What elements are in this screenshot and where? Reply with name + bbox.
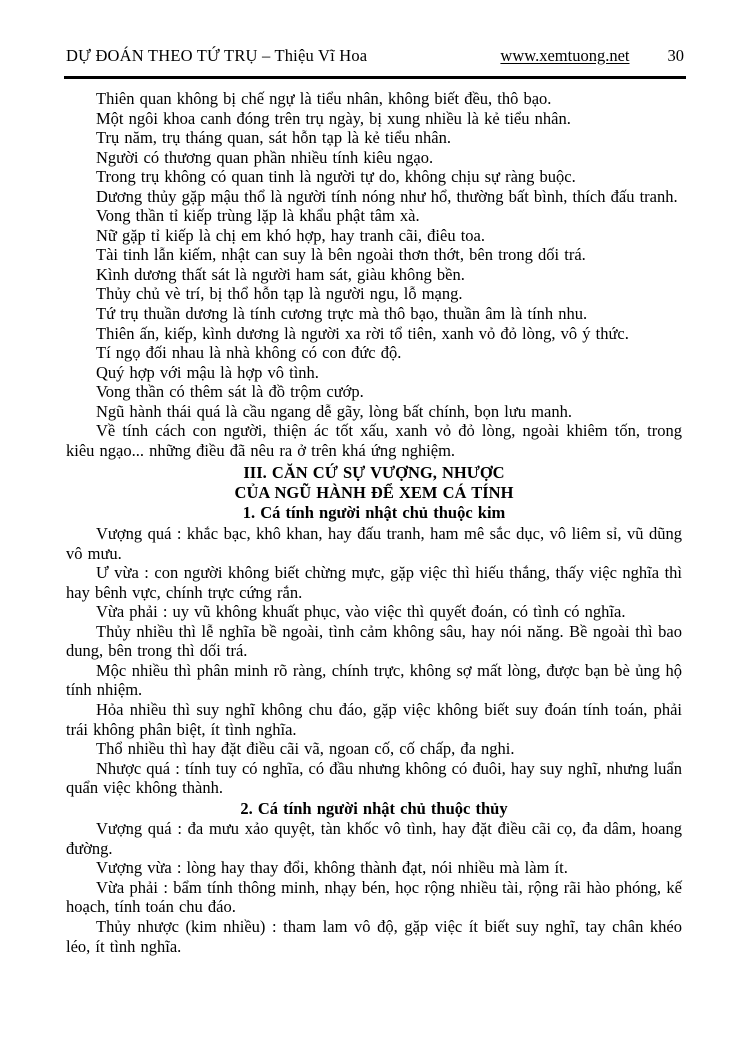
page-header bbox=[66, 46, 684, 66]
body-line: Kình dương thất sát là người ham sát, giàu không bền. bbox=[96, 264, 465, 284]
body-line: Vong thần tỉ kiếp trùng lặp là khẩu phật tâm xà. bbox=[96, 206, 420, 226]
body-paragraph: Vừa phải : uy vũ không khuất phục, vào việc thì quyết đoán, có tình có nghĩa. bbox=[96, 602, 626, 622]
body-line: Tí ngọ đối nhau là nhà không có con đức độ. bbox=[96, 343, 402, 363]
body-paragraph: Về tính cách con người, thiện ác tốt xấu, xanh vỏ đỏ lòng, ngoài khiêm tốn, trong kiêu ngạo... những điều đã nêu ra ở trên khá ứng nghiệm. bbox=[66, 421, 682, 460]
document-body bbox=[66, 89, 682, 956]
body-line: Trong trụ không có quan tinh là người tự do, không chịu sự ràng buộc. bbox=[96, 167, 576, 187]
body-paragraph: Thủy nhược (kim nhiều) : tham lam vô độ, gặp việc ít biết suy nghĩ, tay chân khéo léo, ít tình nghĩa. bbox=[66, 916, 682, 956]
website-url: www.xemtuong.net bbox=[500, 46, 630, 65]
document-title: DỰ ĐOÁN THEO TỨ TRỤ – Thiệu Vĩ Hoa bbox=[66, 46, 368, 65]
page-number: 30 bbox=[667, 46, 684, 65]
body-line: Nữ gặp tỉ kiếp là chị em khó hợp, hay tranh cãi, điêu toa. bbox=[96, 225, 485, 245]
body-paragraph: Vượng quá : khắc bạc, khô khan, hay đấu tranh, ham mê sắc dục, vô liêm sỉ, vũ dũng vô mưu. bbox=[66, 524, 682, 563]
sub-heading: 2. Cá tính người nhật chủ thuộc thủy bbox=[240, 798, 508, 818]
body-line: Thủy chủ vè trí, bị thổ hỗn tạp là người ngu, lỗ mạng. bbox=[96, 284, 463, 304]
body-line: Thiên quan không bị chế ngự là tiểu nhân, không biết đều, thô bạo. bbox=[96, 89, 552, 108]
body-paragraph: Ư vừa : con người không biết chừng mực, gặp việc thì hiếu thắng, thấy việc nghĩa thì hay bênh vực, chính trực cứng rắn. bbox=[66, 563, 682, 602]
body-line: Tứ trụ thuần dương là tính cương trực mà thô bạo, thuần âm là tính nhu. bbox=[96, 304, 588, 324]
body-paragraph: Nhược quá : tính tuy có nghĩa, có đầu nhưng không có đuôi, hay suy nghĩ, nhưng luẩn quẩn việc không thành. bbox=[66, 758, 682, 798]
body-line: Thiên ấn, kiếp, kình dương là người xa rời tổ tiên, xanh vỏ đỏ lòng, vô ý thức. bbox=[96, 323, 629, 343]
body-paragraph: Vừa phải : bẩm tính thông minh, nhạy bén, học rộng nhiều tài, rộng rãi hào phóng, kế hoạch, tính toán chu đáo. bbox=[66, 877, 682, 917]
body-paragraph: Thổ nhiều thì hay đặt điều cãi vã, ngoan cố, cố chấp, đa nghi. bbox=[96, 739, 515, 759]
body-line: Dương thủy gặp mậu thổ là người tính nóng như hổ, thường bất bình, thích đấu tranh. bbox=[96, 186, 678, 206]
body-paragraph: Mộc nhiều thì phân minh rõ ràng, chính trực, không sợ mất lòng, được bạn bè ủng hộ tính nhiệm. bbox=[66, 660, 682, 700]
sub-heading: 1. Cá tính người nhật chủ thuộc kim bbox=[242, 503, 506, 523]
body-line: Tài tinh lẫn kiếm, nhật can suy là bên ngoài thơn thớt, bên trong dối trá. bbox=[96, 245, 586, 265]
section-heading: CỦA NGŨ HÀNH ĐỂ XEM CÁ TÍNH bbox=[234, 482, 514, 502]
body-line: Trụ năm, trụ tháng quan, sát hỗn tạp là kẻ tiểu nhân. bbox=[96, 128, 451, 148]
body-paragraph: Thủy nhiều thì lễ nghĩa bề ngoài, tình cảm không sâu, hay nói năng. Bề ngoài thì bao dung, bên trong thì dối trá. bbox=[66, 621, 682, 661]
body-line: Ngũ hành thái quá là cầu ngang dễ gãy, lòng bất chính, bọn lưu manh. bbox=[96, 401, 572, 421]
header-divider bbox=[64, 76, 686, 79]
body-paragraph: Vượng quá : đa mưu xảo quyệt, tàn khốc vô tình, hay đặt điều cãi cọ, đa dâm, hoang đường. bbox=[66, 819, 682, 858]
body-paragraph: Vượng vừa : lòng hay thay đổi, không thành đạt, nói nhiều mà làm ít. bbox=[96, 858, 568, 878]
section-heading: III. CĂN CỨ SỰ VƯỢNG, NHƯỢC bbox=[243, 463, 505, 483]
body-paragraph: Hỏa nhiều thì suy nghĩ không chu đáo, gặp việc không biết suy đoán tính toán, phải trái không phân biệt, ít tình nghĩa. bbox=[66, 699, 682, 739]
body-line: Người có thương quan phần nhiều tính kiêu ngạo. bbox=[96, 147, 434, 167]
body-line: Quý hợp với mậu là hợp vô tình. bbox=[96, 362, 319, 382]
body-line: Một ngôi khoa canh đóng trên trụ ngày, bị xung nhiều là kẻ tiểu nhân. bbox=[96, 108, 571, 128]
body-line: Vong thần có thêm sát là đồ trộm cướp. bbox=[96, 382, 364, 402]
